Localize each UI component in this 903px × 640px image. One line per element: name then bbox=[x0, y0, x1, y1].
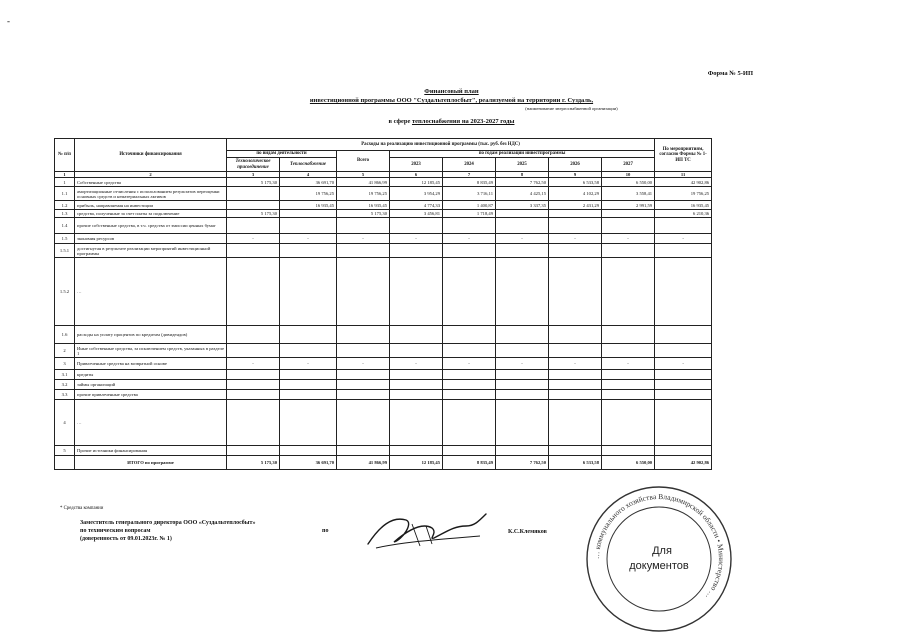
header-no: № п/п bbox=[55, 139, 75, 172]
row-value-cell bbox=[280, 210, 337, 218]
row-value-cell bbox=[549, 244, 602, 258]
row-source-name: амортизационные отчисления с использованием результатов переоценки основных средств и нематериальных активов bbox=[75, 187, 227, 201]
row-value-cell bbox=[443, 390, 496, 400]
row-value-cell bbox=[227, 187, 280, 201]
row-source-name: займы организаций bbox=[75, 380, 227, 390]
row-value-cell bbox=[227, 218, 280, 234]
row-value-cell: 16 935,45 bbox=[337, 201, 390, 210]
table-row bbox=[55, 234, 712, 244]
col-number: 8 bbox=[496, 172, 549, 178]
header-by-activity: по видам деятельности bbox=[227, 151, 337, 158]
row-number: 1.2 bbox=[55, 201, 75, 210]
table-row bbox=[55, 400, 712, 446]
row-value-cell bbox=[227, 244, 280, 258]
sphere-title: в сфере теплоснабжения на 2023-2027 годы bbox=[388, 118, 515, 125]
row-value-cell bbox=[655, 446, 712, 456]
row-value-cell bbox=[602, 400, 655, 446]
row-value-cell bbox=[655, 344, 712, 358]
row-value-cell: - bbox=[337, 358, 390, 370]
col-number: 7 bbox=[443, 172, 496, 178]
program-title: инвестиционной программы ООО "Суздальтеплосбыт", реализуемой на территории г. Суздаль, bbox=[309, 97, 594, 104]
table-row bbox=[55, 210, 712, 218]
row-value-cell bbox=[337, 370, 390, 380]
row-value-cell bbox=[337, 258, 390, 326]
table-row bbox=[55, 380, 712, 390]
row-value-cell: 36 691,70 bbox=[280, 178, 337, 187]
row-value-cell bbox=[227, 380, 280, 390]
row-value-cell: 3 456,81 bbox=[390, 210, 443, 218]
row-source-name: прочие собственные средства, в т.ч. средства от эмиссии ценных бумаг bbox=[75, 218, 227, 234]
row-value-cell bbox=[655, 370, 712, 380]
row-value-cell: - bbox=[280, 234, 337, 244]
row-value-cell bbox=[390, 344, 443, 358]
row-value-cell: 4 774,33 bbox=[390, 201, 443, 210]
row-value-cell: 19 756,25 bbox=[655, 187, 712, 201]
row-value-cell: - bbox=[390, 358, 443, 370]
row-value-cell: - bbox=[227, 358, 280, 370]
header-heat-supply: Теплоснабжение bbox=[280, 158, 337, 172]
row-value-cell bbox=[390, 390, 443, 400]
total-cell: 12 185,45 bbox=[390, 456, 443, 470]
header-tech-connection: Технологическое присоединение bbox=[227, 158, 280, 172]
row-value-cell: 6 550,00 bbox=[602, 178, 655, 187]
signer-power-of-attorney: (доверенность от 09.01.2023г. № 1) bbox=[80, 536, 172, 543]
row-value-cell: 3 337,35 bbox=[496, 201, 549, 210]
row-value-cell: 6 210,36 bbox=[655, 210, 712, 218]
col-number: 3 bbox=[227, 172, 280, 178]
row-value-cell bbox=[549, 344, 602, 358]
signer-name: К.С.Клемяков bbox=[508, 529, 547, 535]
header-by-measures: По мероприятиям, согласно Формы № 1-ИП ТС bbox=[655, 139, 712, 172]
row-value-cell: 4 425,15 bbox=[496, 187, 549, 201]
row-value-cell: - bbox=[655, 358, 712, 370]
row-value-cell bbox=[549, 380, 602, 390]
table-row bbox=[55, 358, 712, 370]
row-value-cell: - bbox=[337, 234, 390, 244]
row-value-cell bbox=[227, 390, 280, 400]
total-cell: 41 866,99 bbox=[337, 456, 390, 470]
row-value-cell bbox=[227, 446, 280, 456]
row-value-cell: 16 935,45 bbox=[280, 201, 337, 210]
row-value-cell bbox=[549, 446, 602, 456]
row-value-cell: 19 756,25 bbox=[280, 187, 337, 201]
table-row bbox=[55, 344, 712, 358]
row-value-cell: 42 902,86 bbox=[655, 178, 712, 187]
row-value-cell bbox=[443, 244, 496, 258]
row-source-name: прибыль, направляемая на инвестиции bbox=[75, 201, 227, 210]
row-value-cell bbox=[337, 344, 390, 358]
row-value-cell bbox=[602, 446, 655, 456]
row-value-cell bbox=[549, 390, 602, 400]
total-cell: 5 175,30 bbox=[227, 456, 280, 470]
total-label: ИТОГО по программе bbox=[75, 456, 227, 470]
row-value-cell: - bbox=[602, 234, 655, 244]
row-value-cell bbox=[496, 244, 549, 258]
row-value-cell bbox=[602, 344, 655, 358]
row-source-name: экономия ресурсов bbox=[75, 234, 227, 244]
row-value-cell bbox=[496, 380, 549, 390]
row-source-name: Иные собственные средства, за исключением средств, указанных в разделе 1 bbox=[75, 344, 227, 358]
table-row bbox=[55, 187, 712, 201]
row-value-cell bbox=[549, 210, 602, 218]
row-number: 1.3 bbox=[55, 210, 75, 218]
row-value-cell bbox=[280, 326, 337, 344]
row-number: 1.1 bbox=[55, 187, 75, 201]
table-row bbox=[55, 446, 712, 456]
row-value-cell: - bbox=[602, 358, 655, 370]
stamp-inner-line2: документов bbox=[629, 560, 689, 572]
row-value-cell bbox=[655, 380, 712, 390]
row-value-cell bbox=[496, 218, 549, 234]
row-number: 1.6 bbox=[55, 326, 75, 344]
corner-mark: - bbox=[7, 16, 10, 26]
row-value-cell: 5 175,30 bbox=[227, 210, 280, 218]
table-row bbox=[55, 370, 712, 380]
row-value-cell bbox=[227, 326, 280, 344]
row-value-cell bbox=[337, 380, 390, 390]
row-value-cell bbox=[337, 390, 390, 400]
row-value-cell bbox=[443, 344, 496, 358]
row-value-cell bbox=[655, 258, 712, 326]
row-value-cell bbox=[227, 201, 280, 210]
row-value-cell bbox=[280, 400, 337, 446]
row-value-cell: 5 175,30 bbox=[227, 178, 280, 187]
row-source-name: средства, полученные за счет платы за подключение bbox=[75, 210, 227, 218]
row-value-cell: 6 533,58 bbox=[549, 178, 602, 187]
col-number: 4 bbox=[280, 172, 337, 178]
row-source-name: Прочие источники финансирования bbox=[75, 446, 227, 456]
row-value-cell bbox=[496, 390, 549, 400]
row-value-cell bbox=[602, 380, 655, 390]
row-value-cell bbox=[227, 344, 280, 358]
row-value-cell bbox=[602, 244, 655, 258]
row-value-cell bbox=[443, 380, 496, 390]
row-value-cell bbox=[549, 400, 602, 446]
row-value-cell bbox=[549, 326, 602, 344]
row-value-cell: - bbox=[549, 358, 602, 370]
row-source-name: кредиты bbox=[75, 370, 227, 380]
row-number: 1.5.2 bbox=[55, 258, 75, 326]
row-value-cell bbox=[280, 446, 337, 456]
row-number: 1.5 bbox=[55, 234, 75, 244]
row-value-cell bbox=[655, 244, 712, 258]
row-value-cell bbox=[602, 258, 655, 326]
row-value-cell: - bbox=[227, 234, 280, 244]
row-value-cell bbox=[443, 326, 496, 344]
total-cell: 36 691,70 bbox=[280, 456, 337, 470]
row-value-cell bbox=[280, 258, 337, 326]
row-value-cell bbox=[602, 210, 655, 218]
row-value-cell bbox=[443, 370, 496, 380]
col-number: 10 bbox=[602, 172, 655, 178]
header-year-2027: 2027 bbox=[602, 158, 655, 172]
row-value-cell bbox=[496, 370, 549, 380]
row-value-cell: 2 431,29 bbox=[549, 201, 602, 210]
row-value-cell bbox=[390, 446, 443, 456]
row-value-cell bbox=[443, 446, 496, 456]
row-value-cell: - bbox=[443, 234, 496, 244]
table-row bbox=[55, 218, 712, 234]
row-value-cell bbox=[337, 326, 390, 344]
row-value-cell bbox=[280, 390, 337, 400]
total-no bbox=[55, 456, 75, 470]
row-value-cell: 1 718,49 bbox=[443, 210, 496, 218]
row-value-cell: 19 756,25 bbox=[337, 187, 390, 201]
row-value-cell bbox=[390, 244, 443, 258]
total-cell: 6 550,00 bbox=[602, 456, 655, 470]
table-row bbox=[55, 244, 712, 258]
row-value-cell bbox=[602, 370, 655, 380]
row-number: 3.3 bbox=[55, 390, 75, 400]
col-number: 6 bbox=[390, 172, 443, 178]
row-value-cell: 2 991,59 bbox=[602, 201, 655, 210]
row-value-cell bbox=[655, 400, 712, 446]
row-source-name: Привлеченные средства на возвратной основе bbox=[75, 358, 227, 370]
row-value-cell bbox=[549, 258, 602, 326]
row-value-cell bbox=[280, 244, 337, 258]
row-value-cell bbox=[655, 390, 712, 400]
footnote: * Средства компании bbox=[60, 506, 104, 511]
official-stamp bbox=[582, 482, 736, 636]
col-number: 9 bbox=[549, 172, 602, 178]
table-row bbox=[55, 258, 712, 326]
row-value-cell: 1 400,87 bbox=[443, 201, 496, 210]
row-value-cell bbox=[655, 218, 712, 234]
row-number: 3.1 bbox=[55, 370, 75, 380]
col-number: 5 bbox=[337, 172, 390, 178]
row-value-cell: - bbox=[496, 234, 549, 244]
total-cell: 6 533,58 bbox=[549, 456, 602, 470]
row-source-name: Собственные средства bbox=[75, 178, 227, 187]
row-value-cell: 8 835,49 bbox=[443, 178, 496, 187]
row-number: 4 bbox=[55, 400, 75, 446]
row-value-cell: - bbox=[443, 358, 496, 370]
handwritten-signature bbox=[362, 506, 492, 556]
header-total: Всего bbox=[337, 151, 390, 172]
col-number: 11 bbox=[655, 172, 712, 178]
row-value-cell: 5 175,30 bbox=[337, 210, 390, 218]
row-value-cell bbox=[602, 326, 655, 344]
total-cell: 7 762,50 bbox=[496, 456, 549, 470]
col-number: 2 bbox=[75, 172, 227, 178]
row-value-cell: - bbox=[655, 234, 712, 244]
row-value-cell: 7 762,50 bbox=[496, 178, 549, 187]
stamp-inner-line1: Для bbox=[652, 545, 672, 557]
row-value-cell bbox=[390, 400, 443, 446]
table-row bbox=[55, 390, 712, 400]
row-source-name: … bbox=[75, 400, 227, 446]
row-value-cell: - bbox=[390, 234, 443, 244]
row-number: 1.5.1 bbox=[55, 244, 75, 258]
row-value-cell bbox=[280, 370, 337, 380]
header-year-2025: 2025 bbox=[496, 158, 549, 172]
form-number: Форма № 5-ИП bbox=[707, 70, 753, 77]
row-value-cell bbox=[496, 326, 549, 344]
row-value-cell bbox=[227, 258, 280, 326]
stamp-ring-text: … коммунального хозяйства Владимирской области • Министерство … bbox=[591, 491, 727, 602]
organization-caption: (наименование энергоснабженной организации) bbox=[525, 106, 618, 111]
row-value-cell: - bbox=[549, 234, 602, 244]
header-year-2023: 2023 bbox=[390, 158, 443, 172]
row-number: 5 bbox=[55, 446, 75, 456]
header-expenses: Расходы на реализацию инвестиционной программы (тыс. руб. без НДС) bbox=[227, 139, 655, 151]
row-value-cell: 4 102,29 bbox=[549, 187, 602, 201]
row-value-cell bbox=[602, 218, 655, 234]
financial-plan-table bbox=[54, 138, 712, 470]
table-row bbox=[55, 326, 712, 344]
row-value-cell bbox=[549, 218, 602, 234]
table-body bbox=[55, 178, 712, 456]
row-value-cell bbox=[443, 218, 496, 234]
document-title: Финансовый план bbox=[424, 88, 479, 95]
signer-area: по техническим вопросам bbox=[80, 528, 151, 535]
row-value-cell bbox=[337, 400, 390, 446]
header-year-2026: 2026 bbox=[549, 158, 602, 172]
row-value-cell: 12 185,45 bbox=[390, 178, 443, 187]
row-value-cell bbox=[496, 344, 549, 358]
row-value-cell: 3 716,11 bbox=[443, 187, 496, 201]
row-value-cell bbox=[390, 380, 443, 390]
col-number: 1 bbox=[55, 172, 75, 178]
row-number: 1.4 bbox=[55, 218, 75, 234]
row-number: 3.2 bbox=[55, 380, 75, 390]
total-cell: 8 835,49 bbox=[443, 456, 496, 470]
row-value-cell bbox=[602, 390, 655, 400]
row-value-cell bbox=[227, 400, 280, 446]
row-source-name: расходы на уплату процентов по кредитам (дивидендов) bbox=[75, 326, 227, 344]
row-value-cell bbox=[337, 244, 390, 258]
row-value-cell bbox=[280, 344, 337, 358]
row-value-cell bbox=[390, 326, 443, 344]
header-by-years: по годам реализации инвестпрограммы bbox=[390, 151, 655, 158]
row-value-cell bbox=[227, 370, 280, 380]
row-value-cell bbox=[337, 218, 390, 234]
row-value-cell bbox=[443, 400, 496, 446]
row-number: 3 bbox=[55, 358, 75, 370]
row-value-cell bbox=[443, 258, 496, 326]
row-number: 1 bbox=[55, 178, 75, 187]
row-value-cell bbox=[280, 218, 337, 234]
row-value-cell: 3 954,29 bbox=[390, 187, 443, 201]
row-source-name: прочие привлеченные средства bbox=[75, 390, 227, 400]
row-value-cell: - bbox=[280, 358, 337, 370]
signer-position: Заместитель генерального директора ООО «Суздальтеплосбыт» bbox=[80, 520, 256, 526]
row-value-cell: 41 866,99 bbox=[337, 178, 390, 187]
row-source-name: … bbox=[75, 258, 227, 326]
row-value-cell bbox=[496, 446, 549, 456]
sign-prefix: по bbox=[322, 528, 329, 534]
header-year-2024: 2024 bbox=[443, 158, 496, 172]
row-value-cell bbox=[655, 326, 712, 344]
row-value-cell bbox=[549, 370, 602, 380]
row-value-cell bbox=[337, 446, 390, 456]
row-number: 2 bbox=[55, 344, 75, 358]
total-cell: 42 902,86 bbox=[655, 456, 712, 470]
table-row bbox=[55, 178, 712, 187]
header-source: Источники финансирования bbox=[75, 139, 227, 172]
total-row bbox=[55, 456, 712, 470]
row-value-cell: 16 935,45 bbox=[655, 201, 712, 210]
row-value-cell: 3 558,41 bbox=[602, 187, 655, 201]
row-value-cell bbox=[496, 400, 549, 446]
row-value-cell bbox=[496, 210, 549, 218]
row-value-cell bbox=[390, 218, 443, 234]
row-value-cell bbox=[390, 370, 443, 380]
row-value-cell bbox=[496, 258, 549, 326]
row-source-name: достигнутая в результате реализации мероприятий инвестиционной программы bbox=[75, 244, 227, 258]
table-row bbox=[55, 201, 712, 210]
row-value-cell bbox=[280, 380, 337, 390]
row-value-cell bbox=[390, 258, 443, 326]
row-value-cell: - bbox=[496, 358, 549, 370]
signer-block bbox=[80, 519, 255, 543]
